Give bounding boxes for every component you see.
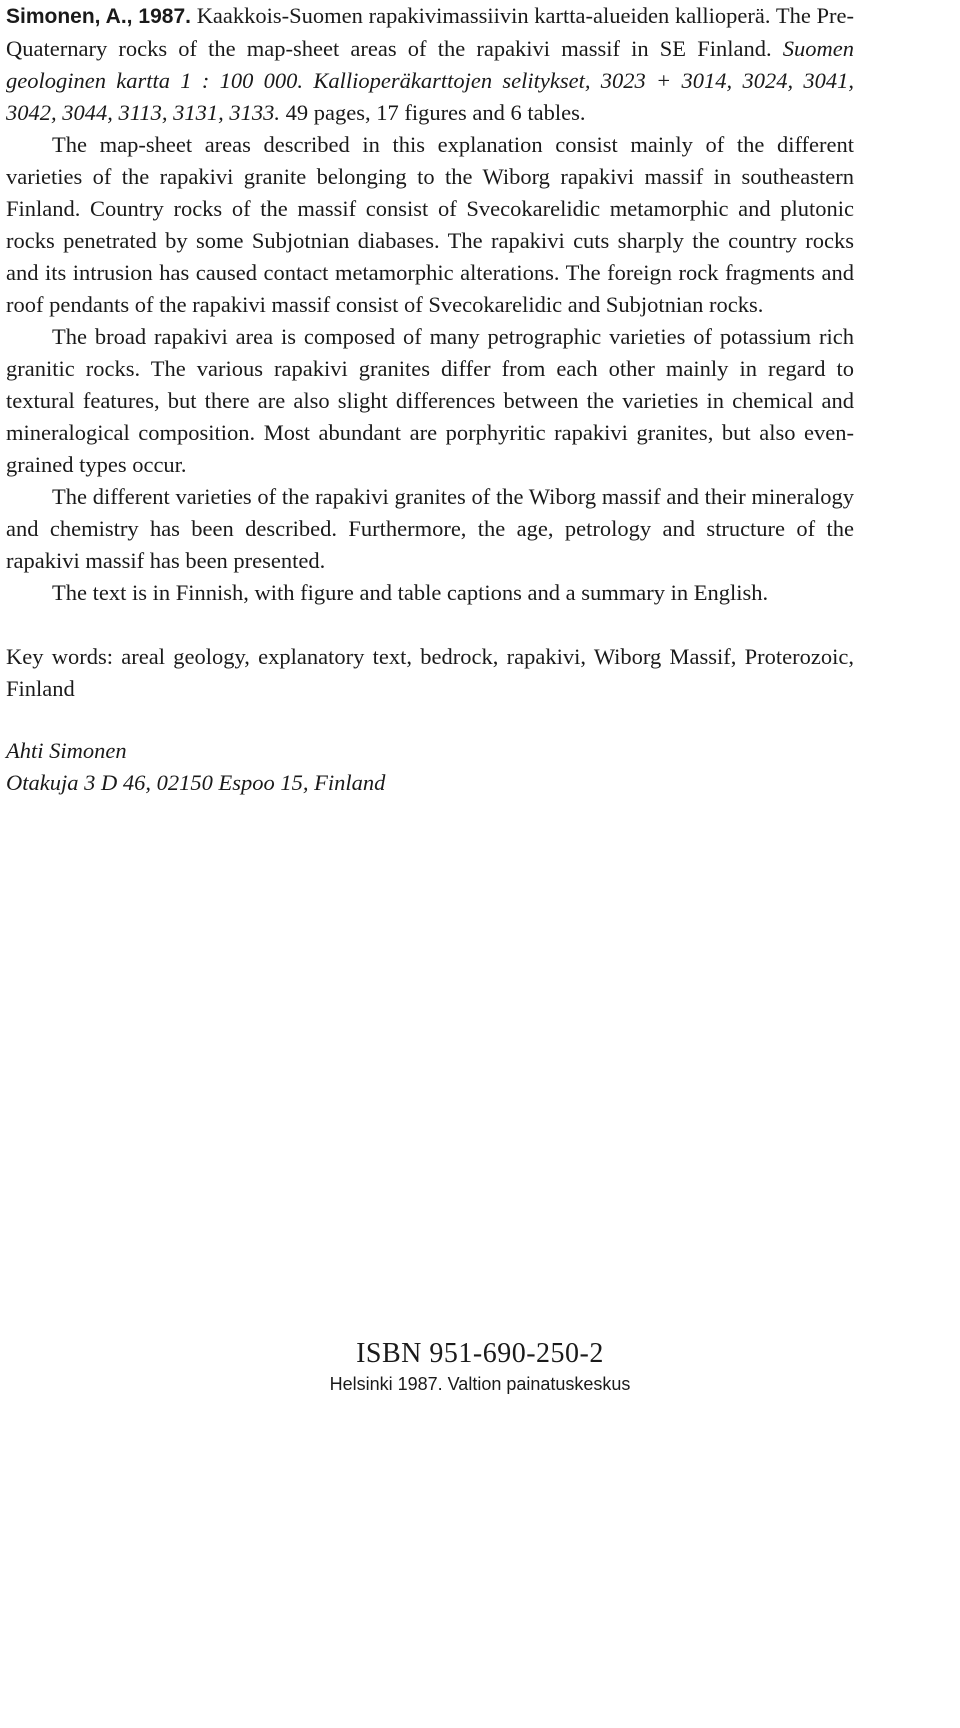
author-address: Otakuja 3 D 46, 02150 Espoo 15, Finland — [6, 770, 386, 795]
author-name: Ahti Simonen — [6, 738, 127, 763]
abstract-paragraph: The different varieties of the rapakivi granites of the Wiborg massif and their mineralogy and chemistry has been described. Furthermore, the age, petrology and structure of the rapakivi massif has been presented. — [6, 484, 854, 573]
citation-extent: 49 pages, 17 figures and 6 tables. — [285, 100, 586, 125]
abstract-paragraph: The text is in Finnish, with figure and table captions and a summary in English. — [52, 580, 769, 605]
citation-title-fi: Kaakkois-Suomen rapakivimassiivin kartta-alueiden kallioperä. — [196, 3, 771, 28]
publication-info — [0, 1336, 960, 1396]
isbn: ISBN 951-690-250-2 — [356, 1338, 604, 1369]
abstract-paragraph: The broad rapakivi area is composed of many petrographic varieties of potassium rich granitic rocks. The various rapakivi granites differ from each other mainly in regard to textural features, but there are also slight differences between the varieties in chemical and mineralogical composition. Most abundant are porphyritic rapakivi granites, but also even-grained types occur. — [6, 324, 854, 477]
document-page — [6, 0, 854, 799]
citation-series: Suomen geologinen kartta 1 : 100 000. Kallioperäkarttojen selitykset, 3023 + 3014, 3024, 3041, 3042, 3044, 3113, 3131, 3133. — [6, 36, 854, 125]
abstract-paragraph: The map-sheet areas described in this explanation consist mainly of the different varieties of the rapakivi granite belonging to the Wiborg rapakivi massif in southeastern Finland. Country rocks of the massif consist of Svecokarelidic metamorphic and plutonic rocks penetrated by some Subjotnian diabases. The rapakivi cuts sharply the country rocks and its intrusion has caused contact metamorphic alterations. The foreign rock fragments and roof pendants of the rapakivi massif consist of Svecokarelidic and Subjotnian rocks. — [6, 132, 854, 317]
citation-title-en: The Pre-Quaternary rocks of the map-sheet areas of the rapakivi massif in SE Finland. — [6, 3, 855, 61]
citation — [6, 0, 854, 129]
imprint: Helsinki 1987. Valtion painatuskeskus — [329, 1374, 631, 1394]
citation-author: Simonen, A., 1987. — [6, 5, 191, 28]
author-contact — [6, 735, 854, 799]
keywords: Key words: areal geology, explanatory text, bedrock, rapakivi, Wiborg Massif, Proterozoic, Finland — [6, 644, 854, 701]
